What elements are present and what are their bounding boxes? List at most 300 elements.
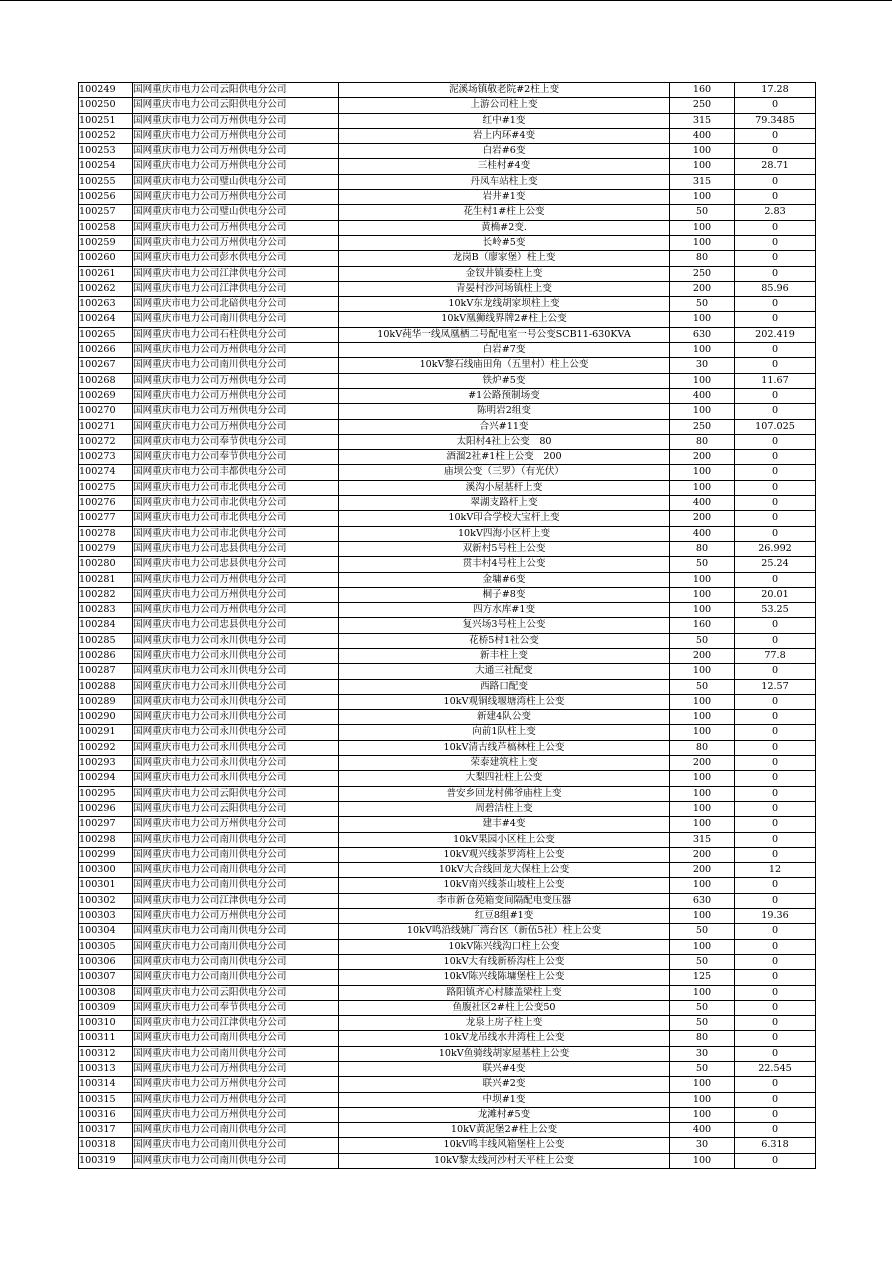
transformer-name-cell: 荣泰建筑柱上变	[339, 756, 670, 771]
capacity-cell: 100	[670, 1092, 735, 1107]
company-name-cell: 国网重庆市电力公司南川供电分公司	[133, 970, 339, 985]
capacity-cell: 100	[670, 343, 735, 358]
transformer-name-cell: 大通三社配变	[339, 664, 670, 679]
capacity-cell: 100	[670, 603, 735, 618]
row-id-cell: 100316	[79, 1107, 133, 1122]
value-cell: 19.36	[735, 909, 816, 924]
table-row	[79, 465, 816, 480]
transformer-table	[78, 82, 816, 1169]
row-id-cell: 100303	[79, 909, 133, 924]
value-cell: 0	[735, 893, 816, 908]
table-row	[79, 312, 816, 327]
row-id-cell: 100286	[79, 648, 133, 663]
table-row	[79, 970, 816, 985]
capacity-cell: 30	[670, 358, 735, 373]
company-name-cell: 国网重庆市电力公司市北供电分公司	[133, 511, 339, 526]
transformer-name-cell: 10kV四海小区杆上变	[339, 526, 670, 541]
transformer-name-cell: 路阳镇齐心村膝盖梁柱上变	[339, 985, 670, 1000]
row-id-cell: 100265	[79, 327, 133, 342]
row-id-cell: 100311	[79, 1031, 133, 1046]
table-row	[79, 1016, 816, 1031]
value-cell: 0	[735, 817, 816, 832]
company-name-cell: 国网重庆市电力公司万州供电分公司	[133, 603, 339, 618]
transformer-name-cell: 建丰#4变	[339, 817, 670, 832]
transformer-name-cell: #1公路预制场变	[339, 388, 670, 403]
value-cell: 11.67	[735, 373, 816, 388]
value-cell: 0	[735, 343, 816, 358]
company-name-cell: 国网重庆市电力公司北碚供电分公司	[133, 297, 339, 312]
row-id-cell: 100266	[79, 343, 133, 358]
value-cell: 0	[735, 1016, 816, 1031]
value-cell: 0	[735, 511, 816, 526]
table-row	[79, 832, 816, 847]
row-id-cell: 100274	[79, 465, 133, 480]
transformer-name-cell: 泥溪场镇敬老院#2柱上变	[339, 83, 670, 98]
capacity-cell: 100	[670, 572, 735, 587]
table-row	[79, 496, 816, 511]
capacity-cell: 100	[670, 985, 735, 1000]
company-name-cell: 国网重庆市电力公司万州供电分公司	[133, 190, 339, 205]
row-id-cell: 100289	[79, 694, 133, 709]
value-cell: 0	[735, 480, 816, 495]
company-name-cell: 国网重庆市电力公司南川供电分公司	[133, 863, 339, 878]
transformer-name-cell: 龙岗B（廖家堡）柱上变	[339, 251, 670, 266]
transformer-name-cell: 10kV陈兴线沟口柱上公变	[339, 939, 670, 954]
transformer-name-cell: 普安乡回龙村佛爷庙柱上变	[339, 786, 670, 801]
value-cell: 0	[735, 878, 816, 893]
row-id-cell: 100273	[79, 450, 133, 465]
row-id-cell: 100295	[79, 786, 133, 801]
value-cell: 0	[735, 985, 816, 1000]
table-row	[79, 603, 816, 618]
transformer-name-cell: 10kV印合学校大宝杆上变	[339, 511, 670, 526]
row-id-cell: 100308	[79, 985, 133, 1000]
company-name-cell: 国网重庆市电力公司云阳供电分公司	[133, 83, 339, 98]
company-name-cell: 国网重庆市电力公司云阳供电分公司	[133, 98, 339, 113]
transformer-name-cell: 10kV黎太线河沙村天平柱上公变	[339, 1153, 670, 1168]
row-id-cell: 100302	[79, 893, 133, 908]
capacity-cell: 50	[670, 633, 735, 648]
capacity-cell: 100	[670, 1077, 735, 1092]
company-name-cell: 国网重庆市电力公司永川供电分公司	[133, 694, 339, 709]
value-cell: 0	[735, 756, 816, 771]
table-row	[79, 557, 816, 572]
transformer-name-cell: 10kV大有线新桥沟柱上公变	[339, 954, 670, 969]
capacity-cell: 100	[670, 909, 735, 924]
capacity-cell: 100	[670, 710, 735, 725]
table-row	[79, 817, 816, 832]
value-cell: 0	[735, 970, 816, 985]
row-id-cell: 100264	[79, 312, 133, 327]
value-cell: 0	[735, 1123, 816, 1138]
row-id-cell: 100312	[79, 1046, 133, 1061]
value-cell: 0	[735, 144, 816, 159]
transformer-name-cell: 三桂村#4变	[339, 159, 670, 174]
transformer-name-cell: 白岩#6变	[339, 144, 670, 159]
row-id-cell: 100319	[79, 1153, 133, 1168]
row-id-cell: 100261	[79, 266, 133, 281]
company-name-cell: 国网重庆市电力公司万州供电分公司	[133, 909, 339, 924]
value-cell: 0	[735, 434, 816, 449]
table-row	[79, 327, 816, 342]
row-id-cell: 100287	[79, 664, 133, 679]
table-row	[79, 419, 816, 434]
row-id-cell: 100250	[79, 98, 133, 113]
company-name-cell: 国网重庆市电力公司万州供电分公司	[133, 1092, 339, 1107]
table-row	[79, 863, 816, 878]
row-id-cell: 100270	[79, 404, 133, 419]
capacity-cell: 100	[670, 190, 735, 205]
value-cell: 12.57	[735, 679, 816, 694]
transformer-name-cell: 鱼腹社区2#柱上公变50	[339, 1000, 670, 1015]
transformer-name-cell: 青晏村沙河场镇柱上变	[339, 281, 670, 296]
capacity-cell: 50	[670, 679, 735, 694]
capacity-cell: 200	[670, 847, 735, 862]
transformer-name-cell: 联兴#4变	[339, 1062, 670, 1077]
capacity-cell: 400	[670, 526, 735, 541]
table-row	[79, 220, 816, 235]
value-cell: 0	[735, 1000, 816, 1015]
company-name-cell: 国网重庆市电力公司永川供电分公司	[133, 771, 339, 786]
row-id-cell: 100317	[79, 1123, 133, 1138]
row-id-cell: 100256	[79, 190, 133, 205]
capacity-cell: 100	[670, 664, 735, 679]
company-name-cell: 国网重庆市电力公司璧山供电分公司	[133, 205, 339, 220]
value-cell: 28.71	[735, 159, 816, 174]
value-cell: 0	[735, 1046, 816, 1061]
row-id-cell: 100260	[79, 251, 133, 266]
capacity-cell: 250	[670, 419, 735, 434]
capacity-cell: 50	[670, 1016, 735, 1031]
transformer-name-cell: 10kV南兴线茶山坡柱上公变	[339, 878, 670, 893]
transformer-name-cell: 金钗井镇委柱上变	[339, 266, 670, 281]
company-name-cell: 国网重庆市电力公司奉节供电分公司	[133, 1000, 339, 1015]
transformer-name-cell: 10kV黄泥堡2#柱上公变	[339, 1123, 670, 1138]
table-row	[79, 587, 816, 602]
page-top-rule	[0, 0, 892, 1]
capacity-cell: 100	[670, 144, 735, 159]
company-name-cell: 国网重庆市电力公司万州供电分公司	[133, 1077, 339, 1092]
table-row	[79, 98, 816, 113]
row-id-cell: 100279	[79, 541, 133, 556]
company-name-cell: 国网重庆市电力公司南川供电分公司	[133, 1138, 339, 1153]
transformer-name-cell: 新丰柱上变	[339, 648, 670, 663]
row-id-cell: 100278	[79, 526, 133, 541]
transformer-name-cell: 10kV观铜线堰塘湾柱上公变	[339, 694, 670, 709]
company-name-cell: 国网重庆市电力公司忠县供电分公司	[133, 557, 339, 572]
value-cell: 0	[735, 740, 816, 755]
value-cell: 85.96	[735, 281, 816, 296]
capacity-cell: 80	[670, 1031, 735, 1046]
table-row	[79, 756, 816, 771]
row-id-cell: 100298	[79, 832, 133, 847]
company-name-cell: 国网重庆市电力公司奉节供电分公司	[133, 434, 339, 449]
company-name-cell: 国网重庆市电力公司万州供电分公司	[133, 373, 339, 388]
company-name-cell: 国网重庆市电力公司永川供电分公司	[133, 725, 339, 740]
table-row	[79, 1046, 816, 1061]
capacity-cell: 200	[670, 450, 735, 465]
value-cell: 6.318	[735, 1138, 816, 1153]
row-id-cell: 100301	[79, 878, 133, 893]
value-cell: 0	[735, 312, 816, 327]
capacity-cell: 100	[670, 878, 735, 893]
table-row	[79, 985, 816, 1000]
capacity-cell: 100	[670, 817, 735, 832]
value-cell: 0	[735, 235, 816, 250]
transformer-name-cell: 西路口配变	[339, 679, 670, 694]
transformer-name-cell: 10kV观兴线茶罗湾柱上公变	[339, 847, 670, 862]
row-id-cell: 100280	[79, 557, 133, 572]
capacity-cell: 50	[670, 297, 735, 312]
capacity-cell: 200	[670, 511, 735, 526]
value-cell: 0	[735, 450, 816, 465]
value-cell: 0	[735, 251, 816, 266]
company-name-cell: 国网重庆市电力公司江津供电分公司	[133, 266, 339, 281]
table-row	[79, 404, 816, 419]
row-id-cell: 100284	[79, 618, 133, 633]
table-row	[79, 1077, 816, 1092]
row-id-cell: 100259	[79, 235, 133, 250]
transformer-name-cell: 龙泉上房子柱上变	[339, 1016, 670, 1031]
table-row	[79, 373, 816, 388]
row-id-cell: 100305	[79, 939, 133, 954]
row-id-cell: 100267	[79, 358, 133, 373]
company-name-cell: 国网重庆市电力公司江津供电分公司	[133, 1016, 339, 1031]
value-cell: 0	[735, 771, 816, 786]
transformer-name-cell: 中坝#1变	[339, 1092, 670, 1107]
capacity-cell: 400	[670, 496, 735, 511]
company-name-cell: 国网重庆市电力公司万州供电分公司	[133, 113, 339, 128]
value-cell: 0	[735, 1092, 816, 1107]
table-row	[79, 954, 816, 969]
row-id-cell: 100255	[79, 174, 133, 189]
row-id-cell: 100293	[79, 756, 133, 771]
capacity-cell: 100	[670, 465, 735, 480]
table-row	[79, 343, 816, 358]
table-row	[79, 1000, 816, 1015]
table-row	[79, 434, 816, 449]
value-cell: 0	[735, 1031, 816, 1046]
table-row	[79, 235, 816, 250]
capacity-cell: 315	[670, 113, 735, 128]
row-id-cell: 100251	[79, 113, 133, 128]
value-cell: 0	[735, 404, 816, 419]
capacity-cell: 200	[670, 756, 735, 771]
table-row	[79, 664, 816, 679]
capacity-cell: 160	[670, 618, 735, 633]
value-cell: 0	[735, 924, 816, 939]
transformer-name-cell: 溪沟小屋基杆上变	[339, 480, 670, 495]
capacity-cell: 100	[670, 587, 735, 602]
table-row	[79, 572, 816, 587]
table-row	[79, 128, 816, 143]
row-id-cell: 100258	[79, 220, 133, 235]
value-cell: 12	[735, 863, 816, 878]
company-name-cell: 国网重庆市电力公司永川供电分公司	[133, 710, 339, 725]
capacity-cell: 100	[670, 312, 735, 327]
company-name-cell: 国网重庆市电力公司万州供电分公司	[133, 144, 339, 159]
transformer-name-cell: 岩上内环#4变	[339, 128, 670, 143]
table-row	[79, 83, 816, 98]
value-cell: 0	[735, 128, 816, 143]
table-row	[79, 1138, 816, 1153]
capacity-cell: 160	[670, 83, 735, 98]
row-id-cell: 100288	[79, 679, 133, 694]
capacity-cell: 100	[670, 1153, 735, 1168]
capacity-cell: 100	[670, 220, 735, 235]
value-cell: 25.24	[735, 557, 816, 572]
transformer-name-cell: 向前1队柱上变	[339, 725, 670, 740]
company-name-cell: 国网重庆市电力公司云阳供电分公司	[133, 985, 339, 1000]
value-cell: 53.25	[735, 603, 816, 618]
transformer-name-cell: 庙坝公变（三罗）（有光伏）	[339, 465, 670, 480]
table-row	[79, 281, 816, 296]
value-cell: 0	[735, 358, 816, 373]
capacity-cell: 100	[670, 373, 735, 388]
table-row	[79, 358, 816, 373]
value-cell: 0	[735, 266, 816, 281]
transformer-name-cell: 10kV龙吊线水井湾柱上公变	[339, 1031, 670, 1046]
capacity-cell: 100	[670, 159, 735, 174]
row-id-cell: 100262	[79, 281, 133, 296]
table-row	[79, 511, 816, 526]
capacity-cell: 125	[670, 970, 735, 985]
transformer-name-cell: 大梨四社柱上公变	[339, 771, 670, 786]
value-cell: 0	[735, 1153, 816, 1168]
transformer-name-cell: 10kV莼华一线凤凰栖二号配电室一号公变SCB11-630KVA	[339, 327, 670, 342]
row-id-cell: 100296	[79, 801, 133, 816]
table-row	[79, 159, 816, 174]
value-cell: 0	[735, 786, 816, 801]
transformer-table-body	[79, 83, 816, 1169]
transformer-name-cell: 李市新仓苑箱变间隔配电变压器	[339, 893, 670, 908]
capacity-cell: 80	[670, 541, 735, 556]
value-cell: 0	[735, 694, 816, 709]
table-row	[79, 190, 816, 205]
capacity-cell: 100	[670, 694, 735, 709]
transformer-name-cell: 红豆8组#1变	[339, 909, 670, 924]
company-name-cell: 国网重庆市电力公司万州供电分公司	[133, 1107, 339, 1122]
table-row	[79, 694, 816, 709]
company-name-cell: 国网重庆市电力公司永川供电分公司	[133, 679, 339, 694]
company-name-cell: 国网重庆市电力公司市北供电分公司	[133, 526, 339, 541]
row-id-cell: 100271	[79, 419, 133, 434]
company-name-cell: 国网重庆市电力公司市北供电分公司	[133, 496, 339, 511]
value-cell: 107.025	[735, 419, 816, 434]
value-cell: 0	[735, 710, 816, 725]
value-cell: 0	[735, 174, 816, 189]
company-name-cell: 国网重庆市电力公司丰都供电分公司	[133, 465, 339, 480]
company-name-cell: 国网重庆市电力公司璧山供电分公司	[133, 174, 339, 189]
company-name-cell: 国网重庆市电力公司江津供电分公司	[133, 281, 339, 296]
value-cell: 0	[735, 1077, 816, 1092]
row-id-cell: 100294	[79, 771, 133, 786]
value-cell: 0	[735, 98, 816, 113]
capacity-cell: 200	[670, 863, 735, 878]
transformer-name-cell: 贯丰村4号柱上公变	[339, 557, 670, 572]
row-id-cell: 100253	[79, 144, 133, 159]
row-id-cell: 100254	[79, 159, 133, 174]
row-id-cell: 100283	[79, 603, 133, 618]
table-row	[79, 878, 816, 893]
company-name-cell: 国网重庆市电力公司南川供电分公司	[133, 1046, 339, 1061]
transformer-name-cell: 酒溜2社#1柱上公变 200	[339, 450, 670, 465]
row-id-cell: 100249	[79, 83, 133, 98]
capacity-cell: 50	[670, 205, 735, 220]
value-cell: 17.28	[735, 83, 816, 98]
transformer-name-cell: 白岩#7变	[339, 343, 670, 358]
row-id-cell: 100257	[79, 205, 133, 220]
transformer-name-cell: 龙滩村#5变	[339, 1107, 670, 1122]
table-row	[79, 924, 816, 939]
company-name-cell: 国网重庆市电力公司南川供电分公司	[133, 939, 339, 954]
capacity-cell: 100	[670, 786, 735, 801]
value-cell: 0	[735, 220, 816, 235]
row-id-cell: 100263	[79, 297, 133, 312]
value-cell: 0	[735, 572, 816, 587]
capacity-cell: 100	[670, 801, 735, 816]
transformer-name-cell: 岩井#1变	[339, 190, 670, 205]
table-row	[79, 725, 816, 740]
capacity-cell: 50	[670, 1062, 735, 1077]
row-id-cell: 100310	[79, 1016, 133, 1031]
value-cell: 0	[735, 847, 816, 862]
transformer-name-cell: 10kV鸣沿线姚厂湾台区（新伍5社）柱上公变	[339, 924, 670, 939]
value-cell: 0	[735, 388, 816, 403]
capacity-cell: 100	[670, 480, 735, 495]
company-name-cell: 国网重庆市电力公司永川供电分公司	[133, 664, 339, 679]
row-id-cell: 100269	[79, 388, 133, 403]
capacity-cell: 250	[670, 266, 735, 281]
row-id-cell: 100277	[79, 511, 133, 526]
capacity-cell: 50	[670, 557, 735, 572]
company-name-cell: 国网重庆市电力公司万州供电分公司	[133, 128, 339, 143]
table-row	[79, 1062, 816, 1077]
transformer-name-cell: 联兴#2变	[339, 1077, 670, 1092]
value-cell: 0	[735, 832, 816, 847]
transformer-name-cell: 10kV清古线芦槁林柱上公变	[339, 740, 670, 755]
company-name-cell: 国网重庆市电力公司万州供电分公司	[133, 419, 339, 434]
transformer-name-cell: 10kV大合线回龙大保柱上公变	[339, 863, 670, 878]
company-name-cell: 国网重庆市电力公司万州供电分公司	[133, 1062, 339, 1077]
table-row	[79, 1123, 816, 1138]
transformer-name-cell: 10kV鱼骑线胡家屋基柱上公变	[339, 1046, 670, 1061]
transformer-name-cell: 金墉#6变	[339, 572, 670, 587]
capacity-cell: 100	[670, 235, 735, 250]
company-name-cell: 国网重庆市电力公司云阳供电分公司	[133, 801, 339, 816]
value-cell: 0	[735, 801, 816, 816]
transformer-name-cell: 黄桷#2变.	[339, 220, 670, 235]
transformer-name-cell: 桐子#8变	[339, 587, 670, 602]
table-row	[79, 771, 816, 786]
table-row	[79, 786, 816, 801]
capacity-cell: 50	[670, 954, 735, 969]
capacity-cell: 100	[670, 771, 735, 786]
capacity-cell: 100	[670, 725, 735, 740]
capacity-cell: 400	[670, 388, 735, 403]
value-cell: 77.8	[735, 648, 816, 663]
company-name-cell: 国网重庆市电力公司南川供电分公司	[133, 1123, 339, 1138]
row-id-cell: 100276	[79, 496, 133, 511]
transformer-name-cell: 陈明岩2组变	[339, 404, 670, 419]
capacity-cell: 80	[670, 434, 735, 449]
capacity-cell: 100	[670, 939, 735, 954]
table-row	[79, 526, 816, 541]
capacity-cell: 200	[670, 281, 735, 296]
company-name-cell: 国网重庆市电力公司永川供电分公司	[133, 740, 339, 755]
value-cell: 26.992	[735, 541, 816, 556]
company-name-cell: 国网重庆市电力公司南川供电分公司	[133, 1031, 339, 1046]
